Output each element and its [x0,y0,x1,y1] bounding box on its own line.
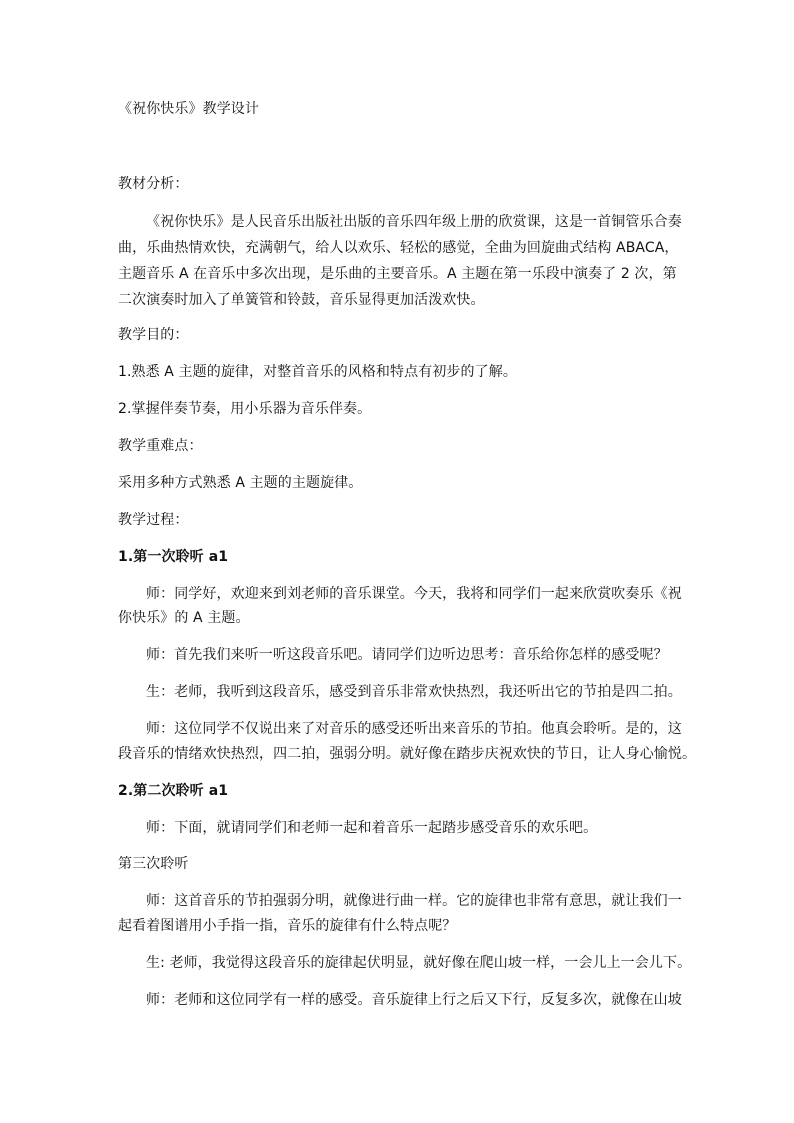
step-1-line-3: 师：首先我们来听一听这段音乐吧。请同学们边听边思考：音乐给你怎样的感受呢？ [146,647,668,663]
material-analysis-heading: 教材分析： [118,176,189,192]
material-analysis-line-1: 《祝你快乐》是人民音乐出版社出版的音乐四年级上册的欣赏课，这是一首铜管乐合奏 [146,214,682,230]
material-analysis-line-2: 曲，乐曲热情欢快，充满朝气，给人以欢乐、轻松的感觉，全曲为回旋曲式结构 ABACA， [118,240,679,256]
document-title: 《祝你快乐》教学设计 [118,101,259,117]
step-1-line-1: 师：同学好，欢迎来到刘老师的音乐课堂。今天，我将和同学们一起来欣赏吹奏乐《祝 [146,586,682,602]
teaching-goal-1: 1.熟悉 A 主题的旋律，对整首音乐的风格和特点有初步的了解。 [118,364,517,380]
material-analysis-line-3: 主题音乐 A 在音乐中多次出现，是乐曲的主要音乐。A 主题在第一乐段中演奏了 2 次，第 [118,266,677,282]
teaching-goal-2: 2.掌握伴奏节奏，用小乐器为音乐伴奏。 [118,401,372,417]
step-1-line-2: 你快乐》的 A 主题。 [118,610,250,626]
step-3-heading: 第三次聆听 [118,856,189,872]
key-points-text: 采用多种方式熟悉 A 主题的主题旋律。 [118,475,363,491]
material-analysis-line-4: 二次演奏时加入了单簧管和铃鼓，音乐显得更加活泼欢快。 [118,292,485,308]
step-1-line-6: 段音乐的情绪欢快热烈，四二拍，强弱分明。就好像在踏步庆祝欢快的节日，让人身心愉悦。 [118,746,697,762]
step-2-line-1: 师：下面，就请同学们和老师一起和着音乐一起踏步感受音乐的欢乐吧。 [146,820,598,836]
step-1-line-4: 生：老师，我听到这段音乐，感受到音乐非常欢快热烈，我还听出它的节拍是四二拍。 [146,684,682,700]
key-points-heading: 教学重难点： [118,438,203,454]
step-3-line-2: 起看着图谱用小手指一指，音乐的旋律有什么特点呢？ [118,918,457,934]
process-heading: 教学过程： [118,512,189,528]
step-3-line-3: 生: 老师，我觉得这段音乐的旋律起伏明显，就好像在爬山坡一样，一会儿上一会儿下。 [146,955,692,971]
step-2-heading: 2.第二次聆听 a1 [118,783,229,799]
teaching-goals-heading: 教学目的： [118,327,189,343]
step-3-line-1: 师：这首音乐的节拍强弱分明，就像进行曲一样。它的旋律也非常有意思，就让我们一 [146,893,682,909]
step-1-line-5: 师：这位同学不仅说出来了对音乐的感受还听出来音乐的节拍。他真会聆听。是的，这 [146,721,682,737]
step-3-line-4: 师：老师和这位同学有一样的感受。音乐旋律上行之后又下行，反复多次，就像在山坡 [146,992,682,1008]
step-1-heading: 1.第一次聆听 a1 [118,549,229,565]
